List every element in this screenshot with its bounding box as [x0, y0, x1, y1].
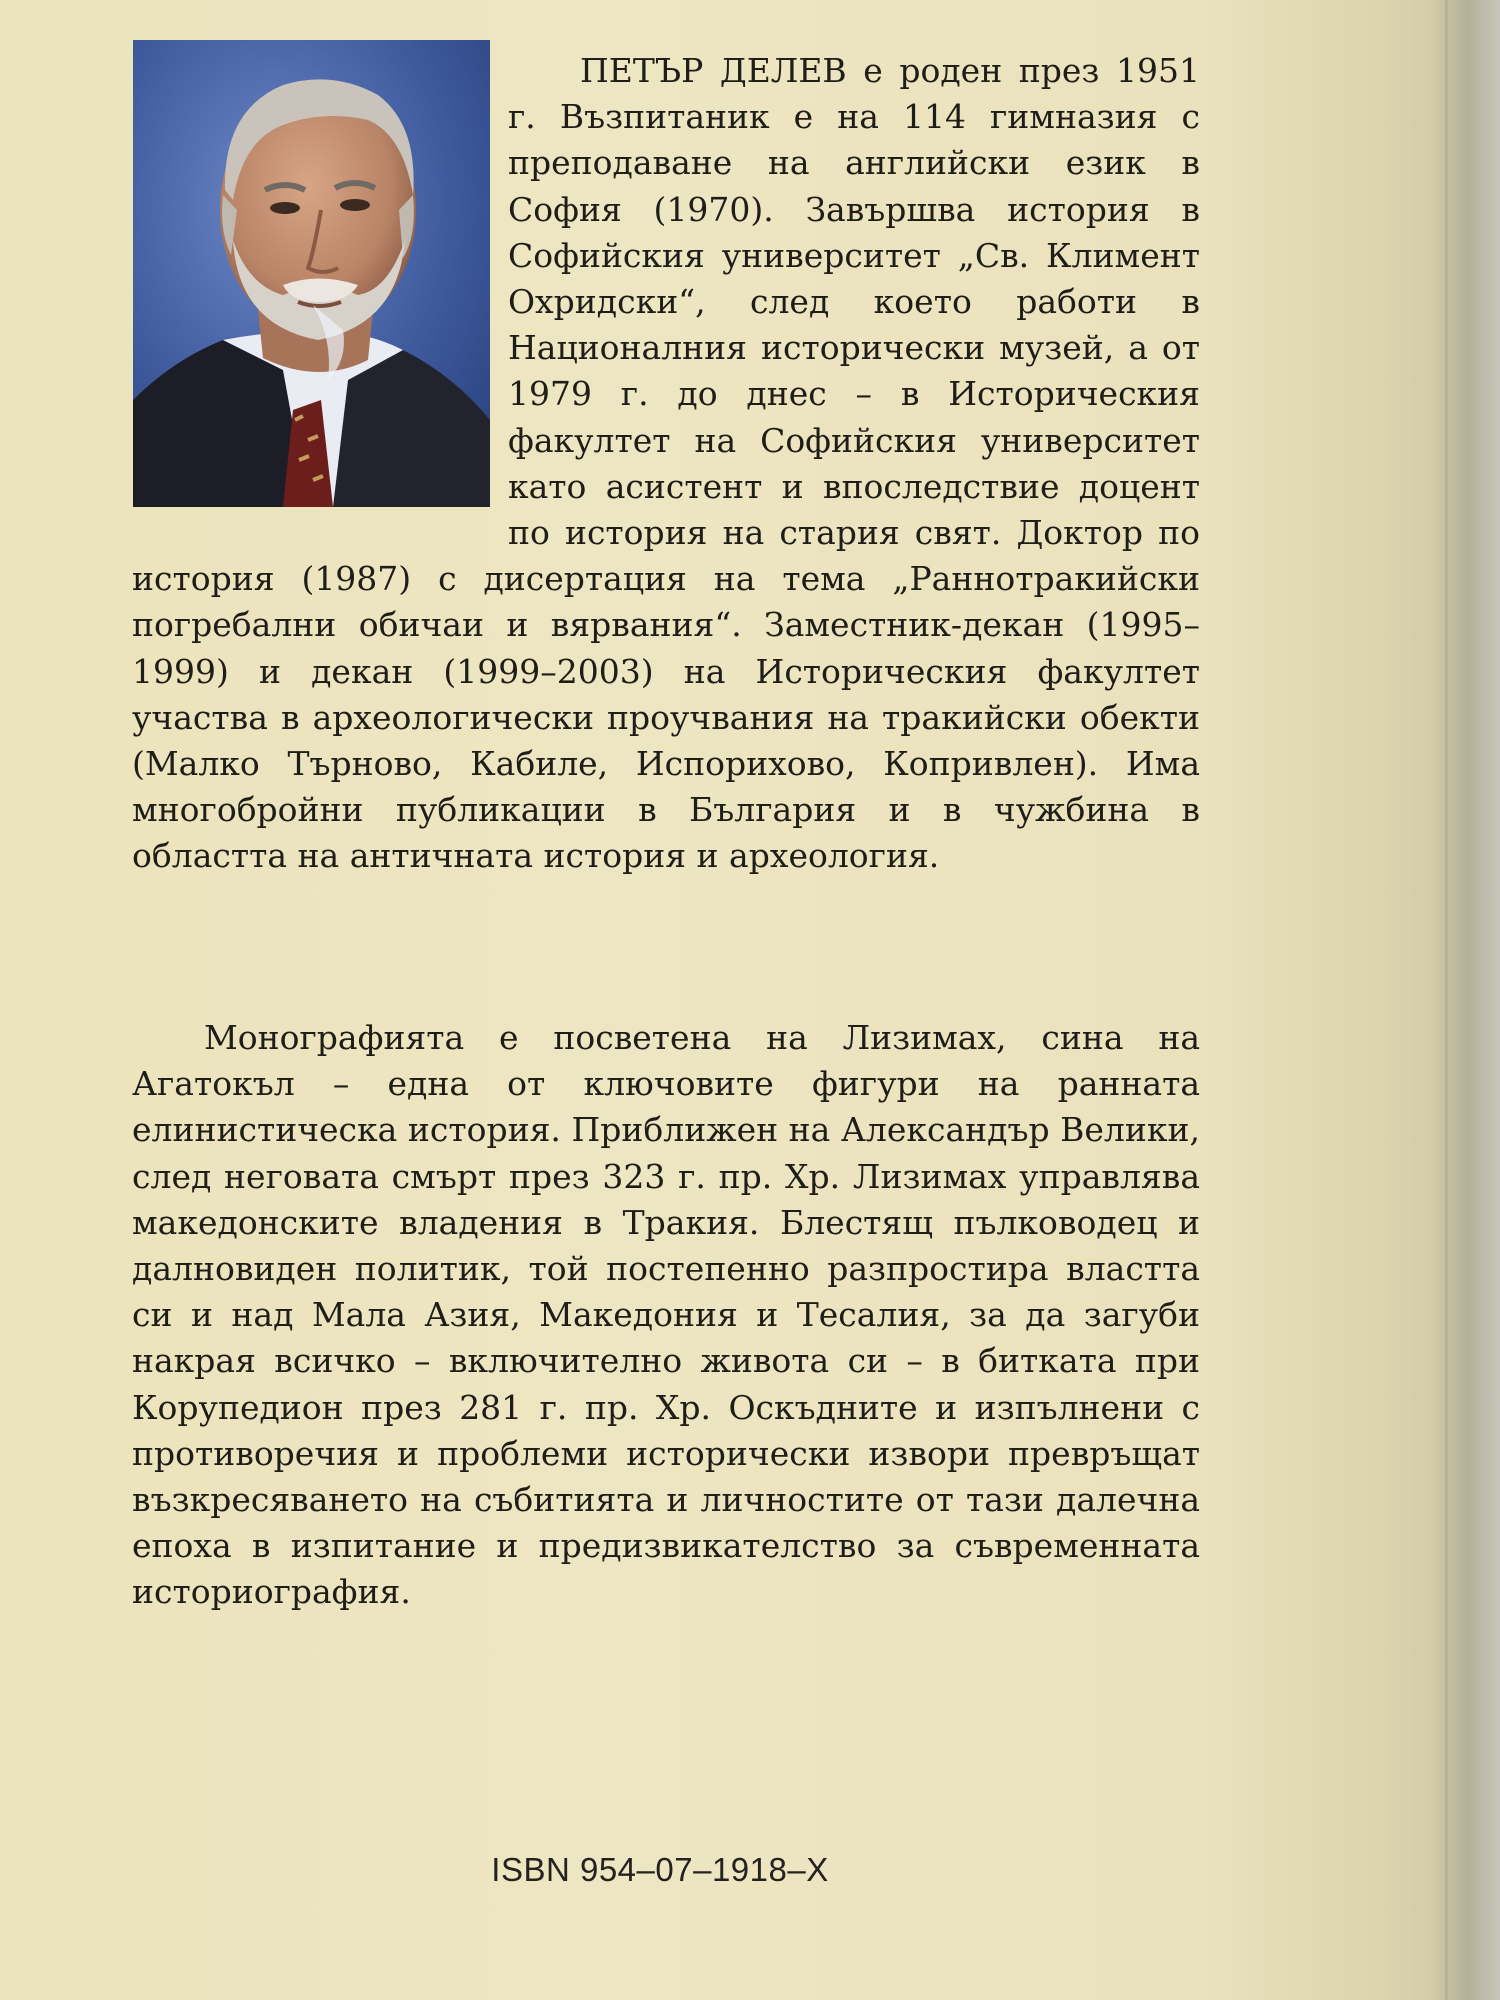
monograph-description: Монографията е посветена на Лизимах, сина на Агатокъл – една от ключовите фигури на ранната елинистическа история. Приближен на Александър Велики, след неговата смърт през 323 г. пр. Хр. Лизимах управлява македонските владения в Тракия. Блестящ пълководец и далновиден политик, той постепенно разпростира властта си и над Мала Азия, Македония и Тесалия, за да загуби накрая всичко – включително живота си – в битката при Корупедион през 281 г. пр. Хр. Оскъдните и изпълнени с противоречия и проблеми исторически извори превръщат възкресяването на събитията и личностите от тази далечна епоха в изпитание и предизвикателство за съвременната историография. [132, 1018, 1200, 1612]
isbn-number: ISBN 954–07–1918–X [491, 1851, 829, 1888]
author-biography-text: ПЕТЪР ДЕЛЕВ е роден през 1951 г. Възпитаник е на 114 гимназия с преподаване на английски език в София (1970). Завършва история в Софийския университет „Св. Климент Охридски“, след което работи в Националния исторически музей, а от 1979 г. до днес – в Историческия факултет на Софийския университет като асистент и впоследствие доцент по история на стария свят. Доктор по история (1987) с дисертация на тема „Раннотракийски погребални обичаи и вярвания“. Заместник-декан (1995–1999) и декан (1999–2003) на Историческия факултет участва в археологически проучвания на тракийски обекти (Малко Търново, Кабиле, Испорихово, Копривлен). Има многобройни публикации в България и в чужбина в областта на античната история и археология. [132, 51, 1200, 876]
photo-text-wrap-space [132, 48, 508, 548]
author-biography [132, 48, 1200, 880]
spine-shadow [1430, 0, 1500, 2000]
